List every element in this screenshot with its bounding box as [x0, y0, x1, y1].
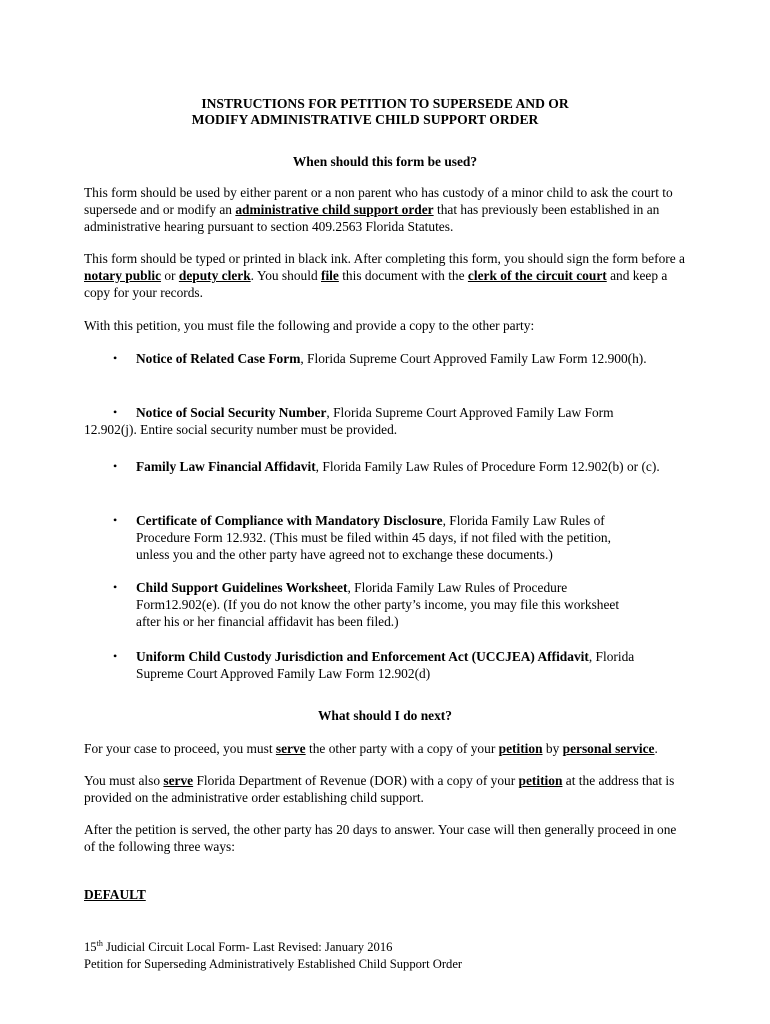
- section-heading-when: When should this form be used?: [292, 154, 478, 169]
- text-segment: by: [542, 741, 563, 756]
- list-item-text: [136, 648, 666, 682]
- list-item-detail: , Florida Supreme Court Approved Family Law Form 12.900(h).: [300, 351, 647, 366]
- paragraph-after-service: After the petition is served, the other party has 20 days to answer. Your case will then generally proceed in one of the following three ways:: [84, 822, 677, 854]
- list-item-text: [84, 350, 652, 367]
- text-segment: This form should be typed or printed in black ink. After completing this form, you should sign the form before a: [84, 251, 685, 266]
- link-personal-service[interactable]: personal service: [562, 741, 655, 756]
- text-segment: this document with the: [338, 268, 468, 283]
- text-segment: at the address that is provided on the administrative order establishing child support.: [84, 773, 675, 805]
- link-petition[interactable]: petition: [518, 773, 563, 788]
- list-item-title: Notice of Related Case Form: [136, 351, 301, 366]
- list-item-title: Uniform Child Custody Jurisdiction and Enforcement Act (UCCJEA) Affidavit: [136, 649, 589, 664]
- list-item-detail: , Florida Supreme Court Approved Family Law Form 12.902(d): [136, 649, 635, 681]
- list-item-title: Certificate of Compliance with Mandatory Disclosure: [136, 513, 443, 528]
- link-serve[interactable]: serve: [275, 741, 306, 756]
- footer-line-1: [84, 940, 392, 955]
- document-title-line-2: MODIFY ADMINISTRATIVE CHILD SUPPORT ORDER: [191, 112, 539, 127]
- bullet-icon: •: [113, 351, 118, 365]
- text-segment: that has previously been established in an administrative hearing pursuant to section 409.2563 Florida Statutes.: [84, 202, 660, 234]
- list-item-text: [136, 512, 636, 563]
- default-heading: DEFAULT: [84, 887, 146, 902]
- bullet-icon: •: [113, 459, 118, 473]
- list-item-text: [84, 404, 652, 438]
- list-item-text: [84, 458, 662, 475]
- text-segment: . You should: [250, 268, 321, 283]
- list-item-detail: , Florida Supreme Court Approved Family Law Form 12.902(j). Entire social security number must be provided.: [84, 405, 614, 437]
- link-file[interactable]: file: [321, 268, 339, 283]
- bullet-icon: •: [113, 580, 118, 594]
- document-title-line-1: INSTRUCTIONS FOR PETITION TO SUPERSEDE AND OR: [201, 96, 569, 111]
- paragraph-serve-party: [84, 740, 686, 757]
- footer-ordinal-suffix: th: [96, 938, 103, 948]
- list-item-title: Notice of Social Security Number: [136, 405, 327, 420]
- link-serve[interactable]: serve: [163, 773, 194, 788]
- link-administrative-child-support-order[interactable]: administrative child support order: [235, 202, 434, 217]
- footer-circuit-number: 15: [84, 940, 97, 954]
- section-heading-next: What should I do next?: [318, 708, 452, 723]
- text-segment: For your case to proceed, you must: [84, 741, 276, 756]
- list-item-title: Family Law Financial Affidavit: [136, 459, 316, 474]
- text-segment: You must also: [84, 773, 164, 788]
- bullet-icon: •: [113, 513, 118, 527]
- paragraph-purpose: [84, 184, 686, 235]
- paragraph-serve-dor: [84, 772, 686, 806]
- footer-line-2: Petition for Superseding Administratively Established Child Support Order: [84, 957, 463, 971]
- link-clerk-of-circuit-court[interactable]: clerk of the circuit court: [467, 268, 607, 283]
- text-segment: and keep a copy for your records.: [84, 268, 668, 300]
- paragraph-signing: [84, 250, 686, 301]
- list-item-detail: , Florida Family Law Rules of Procedure Form 12.932. (This must be filed within 45 days, if not filed with the petition, unless you and the other party have agreed not to exchange these documents.): [136, 513, 611, 562]
- list-item-detail: , Florida Family Law Rules of Procedure Form12.902(e). (If you do not know the other party’s income, you may file this worksheet after his or her financial affidavit has been filed.): [136, 580, 620, 629]
- text-segment: .: [654, 741, 658, 756]
- text-segment: Florida Department of Revenue (DOR) with a copy of your: [193, 773, 519, 788]
- text-segment: or: [161, 268, 179, 283]
- list-item-detail: , Florida Family Law Rules of Procedure Form 12.902(b) or (c).: [315, 459, 660, 474]
- text-segment: This form should be used by either parent or a non parent who has custody of a minor child to ask the court to supersede and or modify an: [84, 185, 673, 217]
- link-petition[interactable]: petition: [498, 741, 543, 756]
- link-notary-public[interactable]: notary public: [84, 268, 162, 283]
- list-item-text: [136, 579, 646, 630]
- footer-form-info: Judicial Circuit Local Form- Last Revised: January 2016: [102, 940, 393, 954]
- bullet-icon: •: [113, 405, 118, 419]
- text-segment: the other party with a copy of your: [305, 741, 499, 756]
- link-deputy-clerk[interactable]: deputy clerk: [178, 268, 251, 283]
- paragraph-file-list-intro: With this petition, you must file the following and provide a copy to the other party:: [84, 318, 535, 333]
- bullet-icon: •: [113, 649, 118, 663]
- list-item-title: Child Support Guidelines Worksheet: [136, 580, 348, 595]
